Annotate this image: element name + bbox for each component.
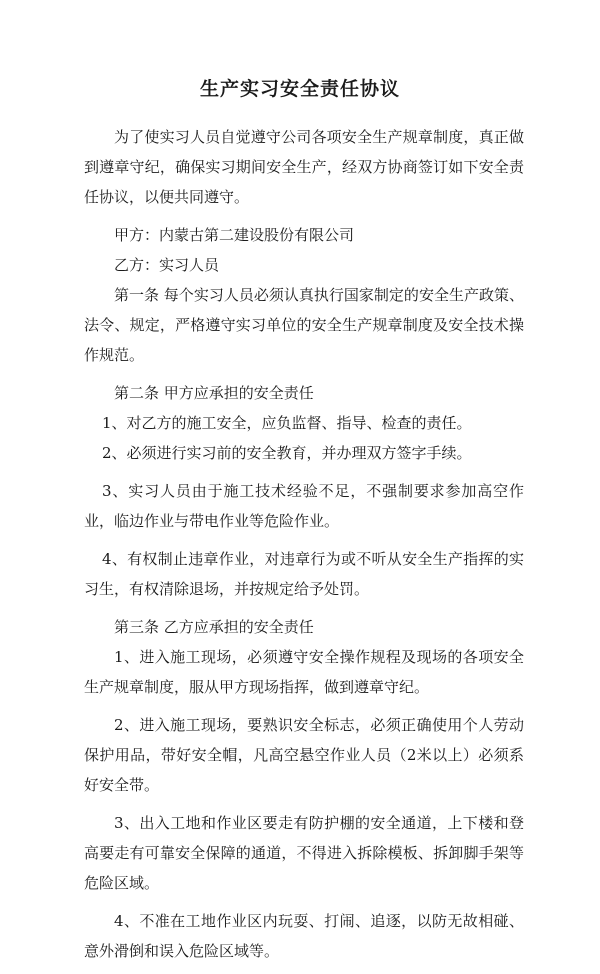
article-2-item-2: 2、必须进行实习前的安全教育，并办理双方签字手续。 [102, 444, 472, 462]
article-1: 第一条 每个实习人员必须认真执行国家制定的安全生产政策、法令、规定，严格遵守实习单位的安全生产规章制度及安全技术操作规范。 [84, 286, 524, 364]
article-3-item-2: 2、进入施工现场，要熟识安全标志，必须正确使用个人劳动保护用品，带好安全帽，凡高空悬空作业人员（2米以上）必须系好安全带。 [84, 716, 524, 794]
article-2-item-4: 4、有权制止违章作业，对违章行为或不听从安全生产指挥的实习生，有权清除退场，并按规定给予处罚。 [84, 550, 524, 598]
party-a-line: 甲方：内蒙古第二建设股份有限公司 [114, 226, 355, 244]
article-2-heading: 第二条 甲方应承担的安全责任 [114, 384, 314, 402]
article-3-heading: 第三条 乙方应承担的安全责任 [114, 618, 314, 636]
document-title: 生产实习安全责任协议 [199, 78, 400, 100]
document-body [84, 122, 524, 974]
article-3-item-1: 1、进入施工现场，必须遵守安全操作规程及现场的各项安全生产规章制度，服从甲方现场指挥，做到遵章守纪。 [84, 648, 524, 696]
article-3-item-3: 3、出入工地和作业区要走有防护棚的安全通道，上下楼和登高要走有可靠安全保障的通道，不得进入拆除模板、拆卸脚手架等危险区域。 [84, 814, 524, 892]
intro-paragraph: 为了使实习人员自觉遵守公司各项安全生产规章制度，真正做到遵章守纪，确保实习期间安全生产，经双方协商签订如下安全责任协议，以便共同遵守。 [84, 128, 524, 206]
article-3-item-4: 4、不准在工地作业区内玩耍、打闹、追逐，以防无故相碰、意外滑倒和误入危险区域等。 [84, 912, 524, 960]
party-b-line: 乙方：实习人员 [114, 256, 220, 274]
article-2-item-1: 1、对乙方的施工安全，应负监督、指导、检查的责任。 [102, 414, 472, 432]
article-2-item-3: 3、实习人员由于施工技术经验不足，不强制要求参加高空作业，临边作业与带电作业等危险作业。 [84, 482, 524, 530]
